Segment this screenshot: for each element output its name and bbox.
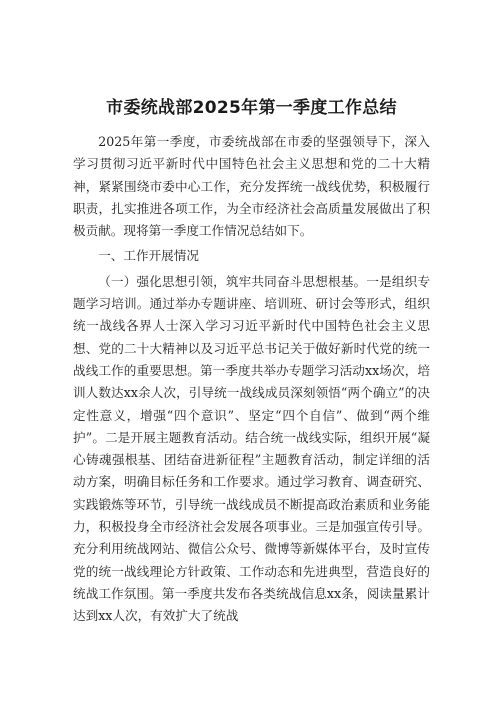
intro-paragraph: 2025年第一季度，市委统战部在市委的坚强领导下，深入学习贯彻习近平新时代中国特色社会主义思想和党的二十大精神，紧紧围绕市委中心工作，充分发挥统一战线优势，积极履行职责，扎实推进各项工作，为全市经济社会高质量发展做出了积极贡献。现将第一季度工作情况总结如下。 (73, 134, 430, 239)
section-1-paragraph-1: （一）强化思想引领，筑牢共同奋斗思想根基。一是组织专题学习培训。通过举办专题讲座、培训班、研讨会等形式，组织统一战线各界人士深入学习习近平新时代中国特色社会主义思想、党的二十大精神以及习近平总书记关于做好新时代党的统一战线工作的重要思想。第一季度共举办专题学习活动xx场次，培训人数达xx余人次，引导统一战线成员深刻领悟“两个确立”的决定性意义，增强“四个意识”、坚定“四个自信”、做到“两个维护”。二是开展主题教育活动。结合统一战线实际，组织开展“凝心铸魂强根基、团结奋进新征程”主题教育活动，制定详细的活动方案，明确目标任务和工作要求。通过学习教育、调查研究、实践锻炼等环节，引导统一战线成员不断提高政治素质和业务能力，积极投身全市经济社会发展各项事业。三是加强宣传引导。充分利用统战网站、微信公众号、微博等新媒体平台，及时宣传党的统一战线理论方针政策、工作动态和先进典型，营造良好的统战工作氛围。第一季度共发布各类统战信息xx条，阅读量累计达到xx人次，有效扩大了统战 (73, 273, 430, 624)
section-heading-1: 一、工作开展情况 (98, 248, 199, 264)
document-title: 市委统战部2025年第一季度工作总结 (106, 98, 397, 118)
